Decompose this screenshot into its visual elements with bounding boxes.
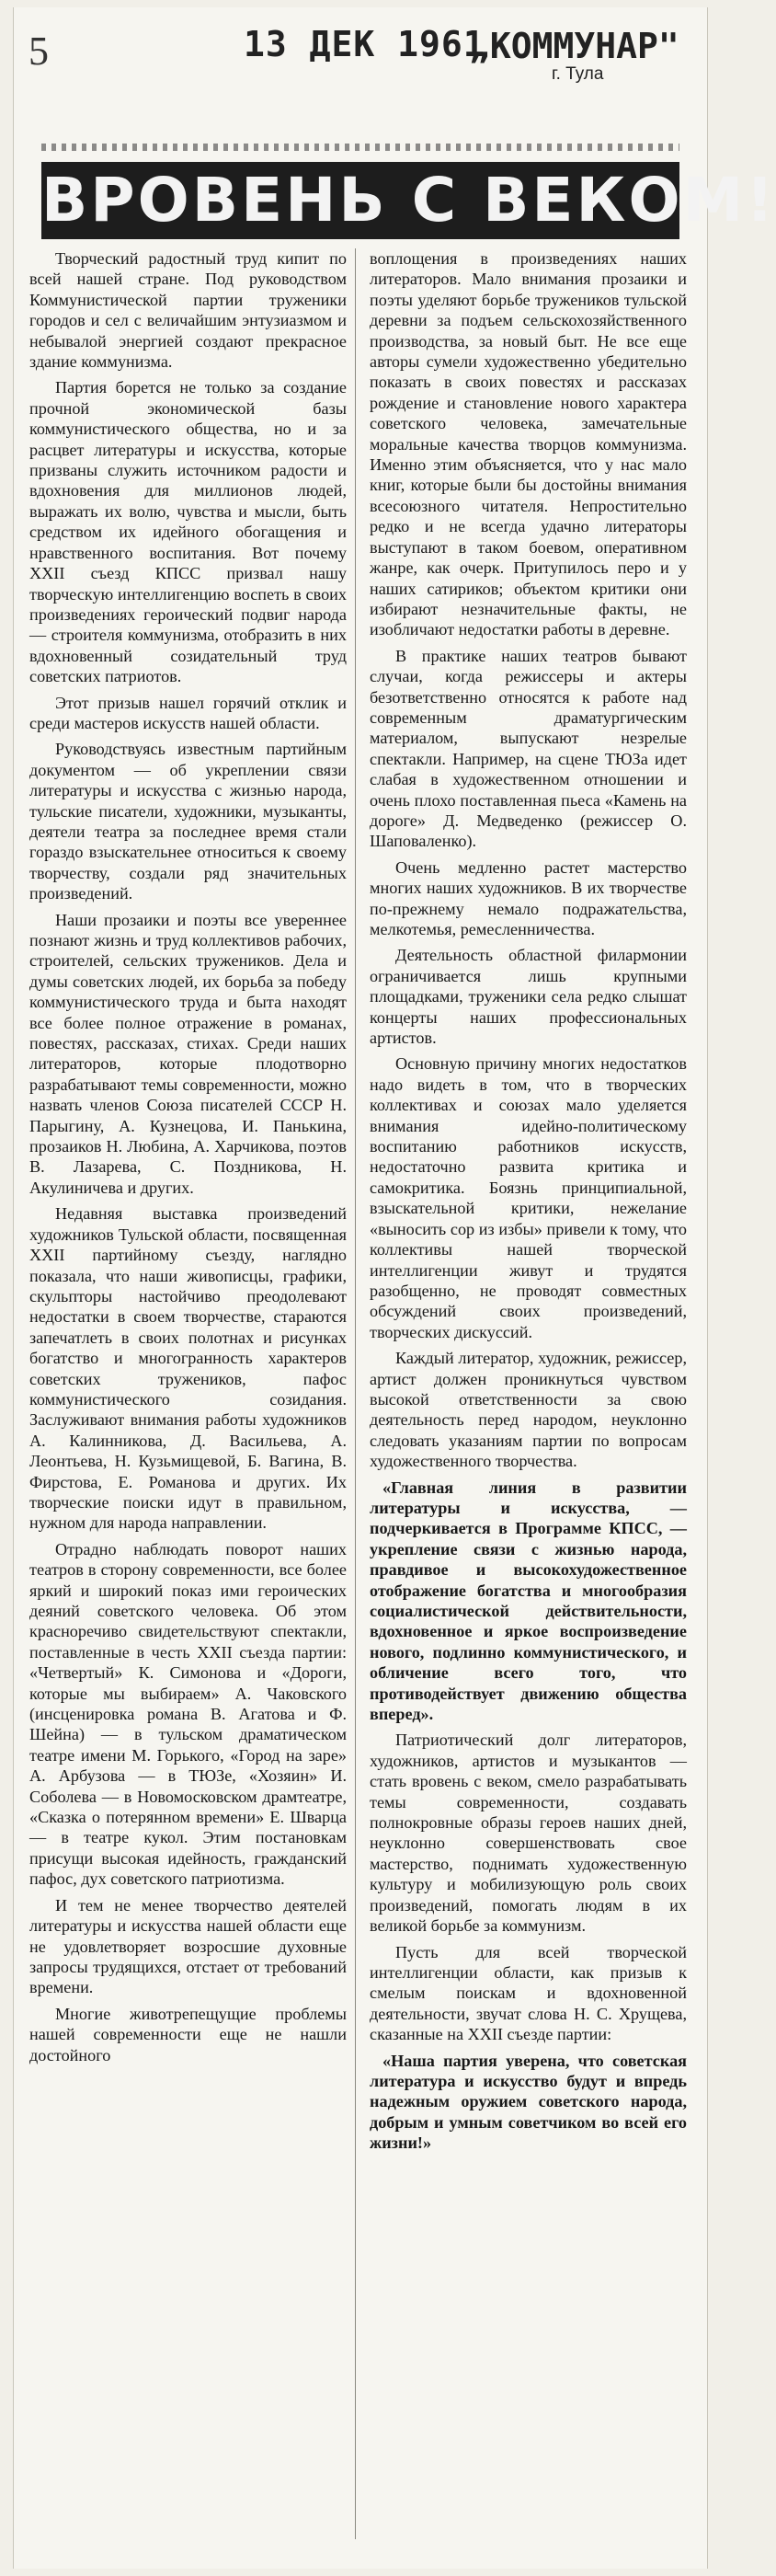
- paragraph: Деятельность областной филармонии ограничивается лишь крупными площадками, труженики села редко слышат концерты наших профессиональных артистов.: [370, 946, 687, 1048]
- paragraph: Патриотический долг литераторов, художников, артистов и музыкантов — стать вровень с веком, смело разрабатывать темы современности, создавать полнокровные образы героев наших дней, неуклонно совершенствовать свое мастерство, поднимать художественную культуру и мобилизующую роль своих произведений, помогать людям в их великой борьбе за коммунизм.: [370, 1731, 687, 1936]
- paragraph: Очень медленно растет мастерство многих наших художников. В их творчестве по-прежнему немало подражательства, мелкотемья, ремесленничества.: [370, 857, 687, 938]
- paragraph: Недавняя выставка произведений художников Тульской области, посвященная XXII партийному съезду, наглядно показала, что наши живописцы, графики, скульпторы настойчиво преодолевают недостатки в своем творчестве, стараются запечатлеть в своих полотнах и рисунках богатство и многогранность характеров советских тружеников, пафос коммунистического созидания. Заслуживают внимания работы художников А. Калинникова, Д. Васильева, А. Леонтьева, Н. Кузьмищевой, Б. Вагина, В. Фирстова, Е. Романова и других. Их творческие поиски идут в правильном, нужном для народа направлении.: [29, 1204, 347, 1533]
- paragraph: Отрадно наблюдать поворот наших театров в сторону современности, все более яркий и широкий показ ими героических деяний советского человека. Об этом красноречиво свидетельствуют спектакли, поставленные в честь XXII съезда партии: «Четвертый» К. Симонова и «Дороги, которые мы выбираем» А. Чаковского (инсценировка романа В. Агатова и Ф. Шейна) — в тульском драматическом театре имени М. Горького, «Город на заре» А. Арбузова — в ТЮЗе, «Хозяин» И. Соболева — в Новомосковском драмтеатре, «Сказка о потерянном времени» Е. Шварца — в театре кукол. Этим постановкам присущи высокая идейность, гражданский пафос, дух советского патриотизма.: [29, 1539, 347, 1889]
- closing-quote: «Наша партия уверена, что советская литература и искусство будут и впредь надежным оружием советского народа, добрым и умным советчиком во всей его жизни!»: [370, 2051, 687, 2153]
- left-column: [29, 248, 347, 2548]
- right-column: [370, 248, 687, 2548]
- paragraph: В практике наших театров бывают случаи, когда режиссеры и актеры безответственно относятся к работе над современным драматургическим материалом, выпускают незрелые спектакли. Например, на сцене ТЮЗа идет слабая в художественном отношении и очень плохо поставленная пьеса «Камень на дороге» Д. Медведенко (режиссер О. Шаповаленко).: [370, 646, 687, 851]
- corner-mark: 5: [29, 29, 49, 74]
- stamp-date: 13 ДЕК 1961: [244, 24, 485, 64]
- paragraph: Этот призыв нашел горячий отклик и среди мастеров искусств нашей области.: [29, 693, 347, 732]
- date-stamp: [244, 24, 703, 84]
- paragraph: И тем не менее творчество деятелей литературы и искусства нашей области еще не удовлетворяет возросшие духовные запросы трудящихся, отстает от требований времени.: [29, 1895, 347, 1997]
- paragraph: Многие животрепещущие проблемы нашей современности еще не нашли достойного: [29, 2004, 347, 2064]
- paragraph: Основную причину многих недостатков надо видеть в том, что в творческих коллективах и союзах мало уделяется внимания идейно-политическому воспитанию работников искусств, недостаточно развита критика и самокритика. Боязнь принципиальной, взыскательной критики, нежелание «выносить сор из избы» привели к тому, что коллективы нашей творческой интеллигенции живут и трудятся разобщенно, не проводят совместных обсуждений своих произведений, творческих дискуссий.: [370, 1054, 687, 1341]
- paragraph: воплощения в произведениях наших литераторов. Мало внимания прозаики и поэты уделяют борьбе тружеников тульской деревни за подъем сельскохозяйственного производства, за новый быт. Не все еще авторы сумели художественно убедительно показать в своих повестях и рассказах рождение и становление нового характера советского человека, замечательные моральные качества творцов коммунизма. Именно этим объясняется, что у нас мало книг, которые были бы достойны внимания всесоюзного читателя. Непростительно редко и не всегда удачно литераторы выступают в таком боевом, оперативном жанре, как очерк. Притупилось перо и у наших сатириков; объектом критики они избирают незначительные факты, не изобличают недостатки работы в деревне.: [370, 249, 687, 639]
- stamp-city: г. Тула: [552, 64, 604, 84]
- paragraph: Каждый литератор, художник, режиссер, артист должен проникнуться чувством высокой ответственности за свою деятельность перед народом, неуклонно следовать указаниям партии по вопросам художественного творчества.: [370, 1349, 687, 1471]
- column-divider: [355, 248, 356, 2539]
- paragraph: Руководствуясь известным партийным документом — об укреплении связи литературы и искусства с жизнью народа, тульские писатели, художники, музыканты, деятели театра за последнее время стали гораздо взыскательнее относиться к своему творчеству, создали ряд значительных произведений.: [29, 740, 347, 903]
- paragraph: Пусть для всей творческой интеллигенции области, как призыв к смелым поискам и вдохновенной деятельности, звучат слова Н. С. Хрущева, сказанные на XXII съезде партии:: [370, 1942, 687, 2044]
- article-title: ВРОВЕНЬ С ВЕКОМ!: [41, 162, 679, 239]
- paragraph: Партия борется не только за создание прочной экономической базы коммунистического общества, но и за расцвет литературы и искусства, которые призваны служить источником радости и вдохновения для миллионов людей, выражать их волю, чувства и мысли, быть средством их идейного обогащения и нравственного воспитания. Вот почему XXII съезд КПСС призвал нашу творческую интеллигенцию воспеть в своих произведениях героический подвиг народа — строителя коммунизма, отобразить в них вдохновенный созидательный труд советских патриотов.: [29, 378, 347, 686]
- paragraph: Наши прозаики и поэты все увереннее познают жизнь и труд коллективов рабочих, строителей, сельских тружеников. Дела и думы советских людей, их борьба за победу коммунистического труда и быта находят все более полное отражение в романах, повестях, рассказах, стихах. Среди наших литераторов, которые плодотворно разрабатывают темы современности, можно назвать членов Союза писателей СССР Н. Парыгину, А. Кузнецова, И. Панькина, прозаиков Н. Любина, А. Харчикова, поэтов В. Лазарева, С. Поздникова, Н. Акулиничева и других.: [29, 910, 347, 1197]
- program-quote: «Главная линия в развитии литературы и искусства, — подчеркивается в Программе КПСС, — укрепление связи с жизнью народа, правдивое и высокохудожественное отображение богатства и многообразия социалистической действительности, вдохновенное и яркое воспроизведение нового, подлинно коммунистического, и обличение всего того, что противодействует движению общества вперед».: [370, 1478, 687, 1724]
- paragraph: Творческий радостный труд кипит по всей нашей стране. Под руководством Коммунистической партии труженики городов и сел с величайшим энтузиазмом и небывалой энергией создают прекрасное здание коммунизма.: [29, 249, 347, 372]
- decorative-rule: [41, 144, 679, 151]
- stamp-newspaper: „КОММУНАР": [469, 26, 679, 66]
